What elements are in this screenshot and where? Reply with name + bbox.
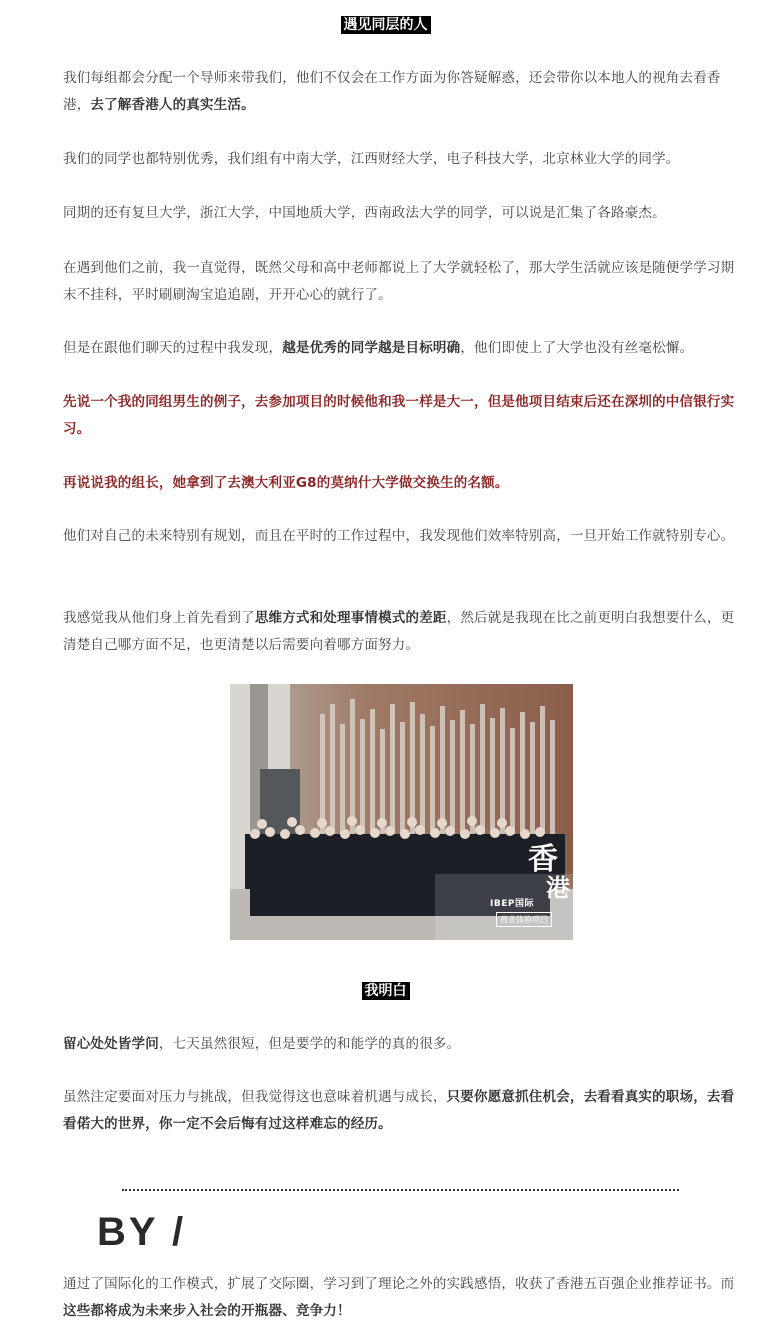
bold-text: 只要你愿意抓住机会，去看看真实的职场，去看看偌大的世界，你一定不会后悔有过这样难忘的经历。 [63, 1089, 735, 1132]
text: 但是在跟他们聊天的过程中我发现， [63, 340, 283, 356]
dotted-divider [122, 1189, 679, 1191]
bold-text: 去了解香港人的真实生活。 [90, 97, 255, 113]
paragraph-other-schools [63, 200, 743, 227]
text: 我们的同学也都特别优秀，我们组有中南大学，江西财经大学，电子科技大学，北京林业大学的同学。 [63, 151, 680, 167]
paragraph-reflection [63, 605, 743, 659]
bold-text: 留心处处皆学问 [63, 1036, 159, 1052]
paragraph-learning [63, 1031, 743, 1058]
paragraph-discovery [63, 335, 743, 362]
text: 同期的还有复旦大学，浙江大学，中国地质大学，西南政法大学的同学，可以说是汇集了各路豪杰。 [63, 205, 666, 221]
paragraph-classmates [63, 146, 743, 173]
photo-watermark [490, 834, 573, 934]
group-photo [230, 684, 573, 940]
text: 我们每组都会分配一个导师来带我们，他们不仅会在工作方面为你答疑解惑，还会带你以本地人的视角去看香港， [63, 70, 721, 113]
paragraph-group-leader [63, 470, 743, 497]
bold-text: 越是优秀的同学越是目标明确 [282, 340, 461, 356]
watermark-brand: IBEP国际 [490, 899, 534, 909]
paragraph-opportunity [63, 1084, 743, 1138]
paragraph-example-classmate [63, 389, 743, 443]
text: 我感觉我从他们身上首先看到了 [63, 610, 255, 626]
paragraph-mentor [63, 65, 743, 119]
text: 他们对自己的未来特别有规划，而且在平时的工作过程中，我发现他们效率特别高，一旦开始工作就特别专心。 [63, 528, 735, 544]
signoff-by: BY / [97, 1210, 187, 1254]
text: ，七天虽然很短，但是要学的和能学的真的很多。 [158, 1036, 461, 1052]
highlight-text: 再说说我的组长，她拿到了去澳大利亚G8的莫纳什大学做交换生的名额。 [63, 475, 509, 491]
calligraphy-xiang: 香 [528, 842, 558, 877]
text: 虽然注定要面对压力与挑战，但我觉得这也意味着机遇与成长， [63, 1089, 447, 1105]
section-heading-i-understand [0, 980, 771, 1000]
text: 在遇到他们之前，我一直觉得，既然父母和高中老师都说上了大学就轻松了，那大学生活就应该是随便学学习期末不挂科，平时刷刷淘宝追追剧，开开心心的就行了。 [63, 260, 735, 303]
highlight-text: 先说一个我的同组男生的例子，去参加项目的时候他和我一样是大一，但是他项目结束后还在深圳的中信银行实习。 [63, 394, 735, 437]
text: 通过了国际化的工作模式，扩展了交际圈，学习到了理论之外的实践感悟，收获了香港五百强企业推荐证书。而 [63, 1276, 735, 1292]
heading-text: 遇见同层的人 [341, 16, 431, 34]
heading-text: 我明白 [362, 982, 410, 1000]
paragraph-before-meeting [63, 255, 743, 309]
paragraph-summary [63, 1271, 743, 1325]
paragraph-planning [63, 523, 743, 550]
text: ，他们即使上了大学也没有丝毫松懈。 [460, 340, 694, 356]
calligraphy-gang: 港 [546, 873, 570, 902]
section-heading-meet-peers [0, 14, 771, 34]
bold-text: 这些都将成为未来步入社会的开瓶器、竞争力！ [63, 1303, 351, 1319]
bold-text: 思维方式和处理事情模式的差距 [254, 610, 447, 626]
text: ，然后就是我现在比之前更明白我想要什么，更清楚自己哪方面不足，也更清楚以后需要向着哪方面努力。 [63, 610, 735, 653]
watermark-subtitle: 商业体验项目 [496, 912, 552, 927]
